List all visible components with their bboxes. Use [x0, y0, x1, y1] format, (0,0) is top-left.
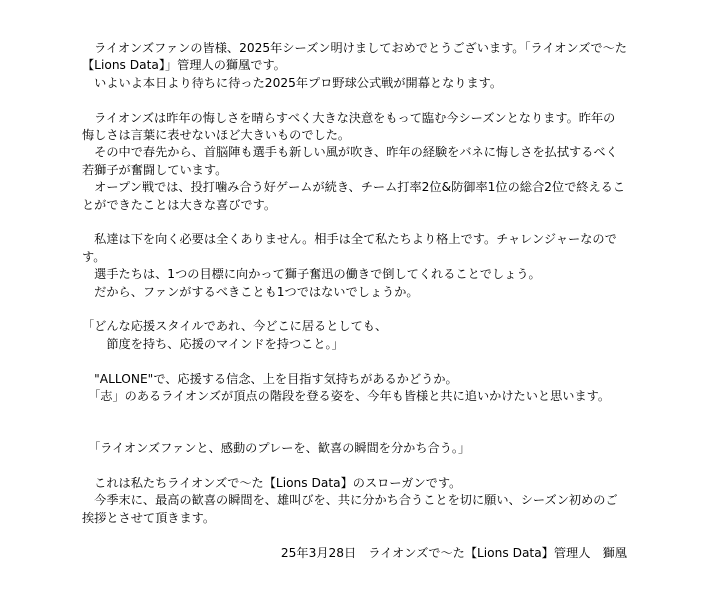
- paragraph-line: オープン戦では、投打噛み合う好ゲームが続き、チーム打率2位&防御率1位の総合2位で終えることができたことは大きな喜びです。: [82, 180, 626, 212]
- paragraph-line: 「志」のあるライオンズが頂点の階段を登る姿を、今年も皆様と共に追いかけたいと思います。: [82, 389, 611, 404]
- greeting-document: [82, 40, 627, 562]
- blank-line: [82, 301, 627, 318]
- blank-line: [82, 405, 627, 440]
- quote-line: 節度を持ち、応援のマインドを持つこと。」: [82, 336, 344, 351]
- quote-line: 「どんな応援スタイルであれ、今どこに居るとしても、: [82, 319, 388, 334]
- paragraph-line: "ALLONE"で、応援する信念、上を目指す気持ちがあるかどうか。: [82, 371, 458, 386]
- slogan-line: 「ライオンズファンと、感動のプレーを、歓喜の瞬間を分かち合う。」: [82, 441, 471, 456]
- paragraph-line: 今季末に、最高の歓喜の瞬間を、雄叫びを、共に分かち合うことを切に願い、シーズン初めのご挨拶とさせて頂きます。: [82, 493, 618, 525]
- paragraph-line: ライオンズは昨年の悔しさを晴らすべく大きな決意をもって臨む今シーズンとなります。昨年の悔しさは言葉に表せないほど大きいものでした。: [82, 110, 616, 143]
- paragraph-line: 私達は下を向く必要は全くありません。相手は全て私たちより格上です。チャレンジャーなのです。: [82, 232, 617, 264]
- paragraph-line: これは私たちライオンズで〜た【Lions Data】のスローガンです。: [82, 476, 462, 491]
- paragraph-line: その中で春先から、首脳陣も選手も新しい風が吹き、昨年の経験をバネに悔しさを払拭するべく若獅子が奮闘しています。: [82, 145, 618, 177]
- signature: 25年3月28日 ライオンズで〜た【Lions Data】管理人 獅凰: [280, 545, 627, 560]
- paragraph-line: だから、ファンがするべきことも1つではないでしょうか。: [82, 284, 419, 299]
- blank-line: [82, 458, 627, 475]
- blank-line: [82, 214, 627, 231]
- blank-line: [82, 353, 627, 370]
- paragraph-line: ライオンズファンの皆様、2025年シーズン明けましておめでとうございます。「ライオンズで〜た【Lions Data】」管理人の獅凰です。: [82, 41, 627, 73]
- paragraph-line: いよいよ本日より待ちに待った2025年プロ野球公式戦が開幕となります。: [82, 75, 503, 90]
- paragraph-line: 選手たちは、1つの目標に向かって獅子奮迅の働きで倒してくれることでしょう。: [82, 267, 541, 282]
- blank-line: [82, 92, 627, 109]
- blank-line: [82, 527, 627, 544]
